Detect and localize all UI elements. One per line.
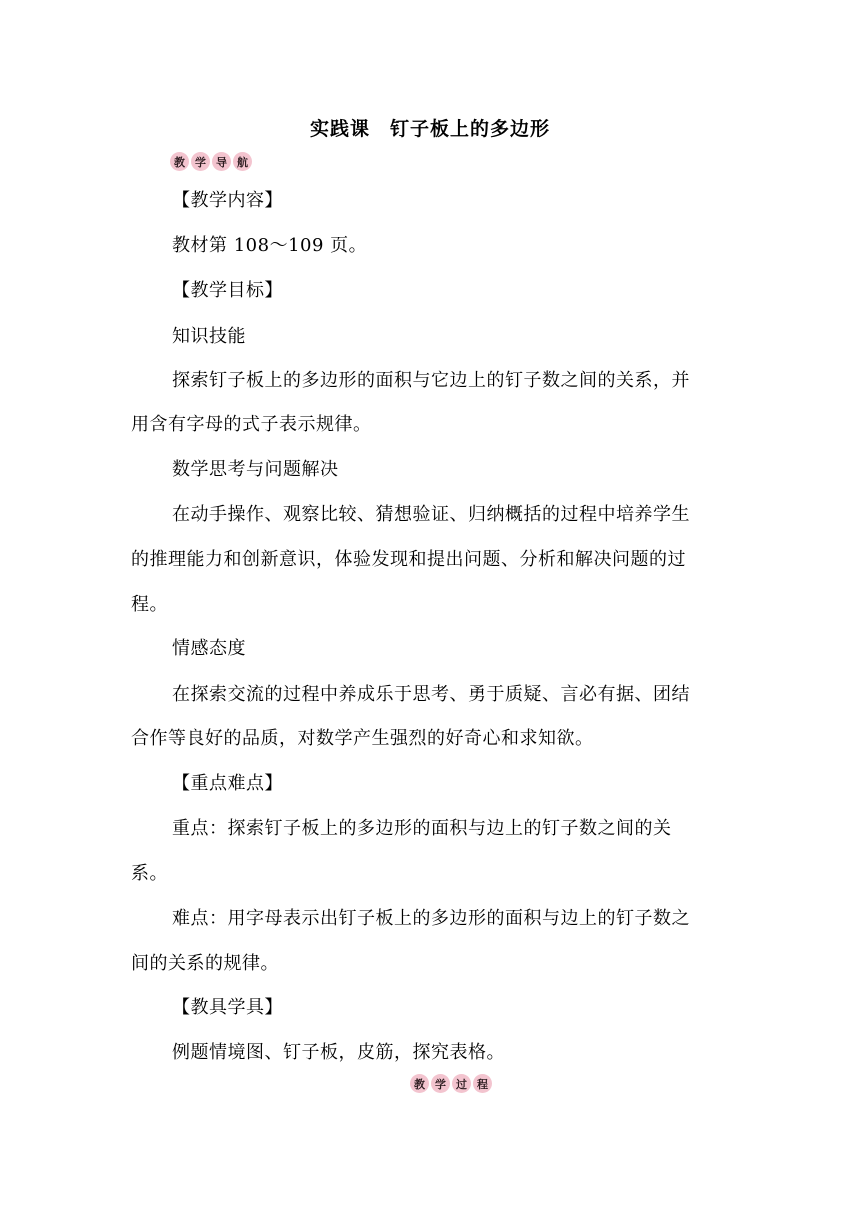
paragraph-line: 难点：用字母表示出钉子板上的多边形的面积与边上的钉子数之	[172, 908, 690, 929]
subheading-thinking: 数学思考与问题解决	[172, 459, 339, 480]
section-heading-content: 【教学内容】	[172, 190, 283, 211]
section-heading-key-points: 【重点难点】	[172, 773, 283, 794]
page-title: 实践课 钉子板上的多边形	[309, 118, 550, 140]
section-heading-tools: 【教具学具】	[172, 997, 283, 1018]
subheading-skills: 知识技能	[172, 326, 246, 347]
section-heading-goals: 【教学目标】	[172, 280, 283, 301]
paragraph-content: 教材第 108～109 页。	[172, 235, 368, 256]
badge-char: 教	[410, 1074, 429, 1093]
subheading-emotion: 情感态度	[172, 638, 246, 659]
paragraph-line: 用含有字母的式子表示规律。	[131, 414, 372, 435]
badge-char: 过	[452, 1074, 471, 1093]
paragraph-line: 重点：探索钉子板上的多边形的面积与边上的钉子数之间的关	[172, 818, 672, 839]
paragraph-line: 在探索交流的过程中养成乐于思考、勇于质疑、言必有据、团结	[172, 684, 690, 705]
badge-char: 学	[431, 1074, 450, 1093]
badge-char: 教	[170, 152, 189, 171]
paragraph-line: 例题情境图、钉子板，皮筋，探究表格。	[172, 1042, 505, 1063]
teaching-guide-badge	[170, 152, 252, 172]
paragraph-line: 探索钉子板上的多边形的面积与它边上的钉子数之间的关系，并	[172, 370, 690, 391]
badge-char: 航	[233, 152, 252, 171]
badge-char: 导	[212, 152, 231, 171]
badge-char: 程	[473, 1074, 492, 1093]
paragraph-line: 间的关系的规律。	[131, 953, 279, 974]
badge-char: 学	[191, 152, 210, 171]
paragraph-line: 合作等良好的品质，对数学产生强烈的好奇心和求知欲。	[131, 728, 594, 749]
paragraph-line: 程。	[131, 594, 168, 615]
paragraph-line: 在动手操作、观察比较、猜想验证、归纳概括的过程中培养学生	[172, 504, 690, 525]
teaching-process-badge	[410, 1074, 492, 1094]
paragraph-line: 的推理能力和创新意识，体验发现和提出问题、分析和解决问题的过	[131, 549, 686, 570]
paragraph-line: 系。	[131, 863, 168, 884]
